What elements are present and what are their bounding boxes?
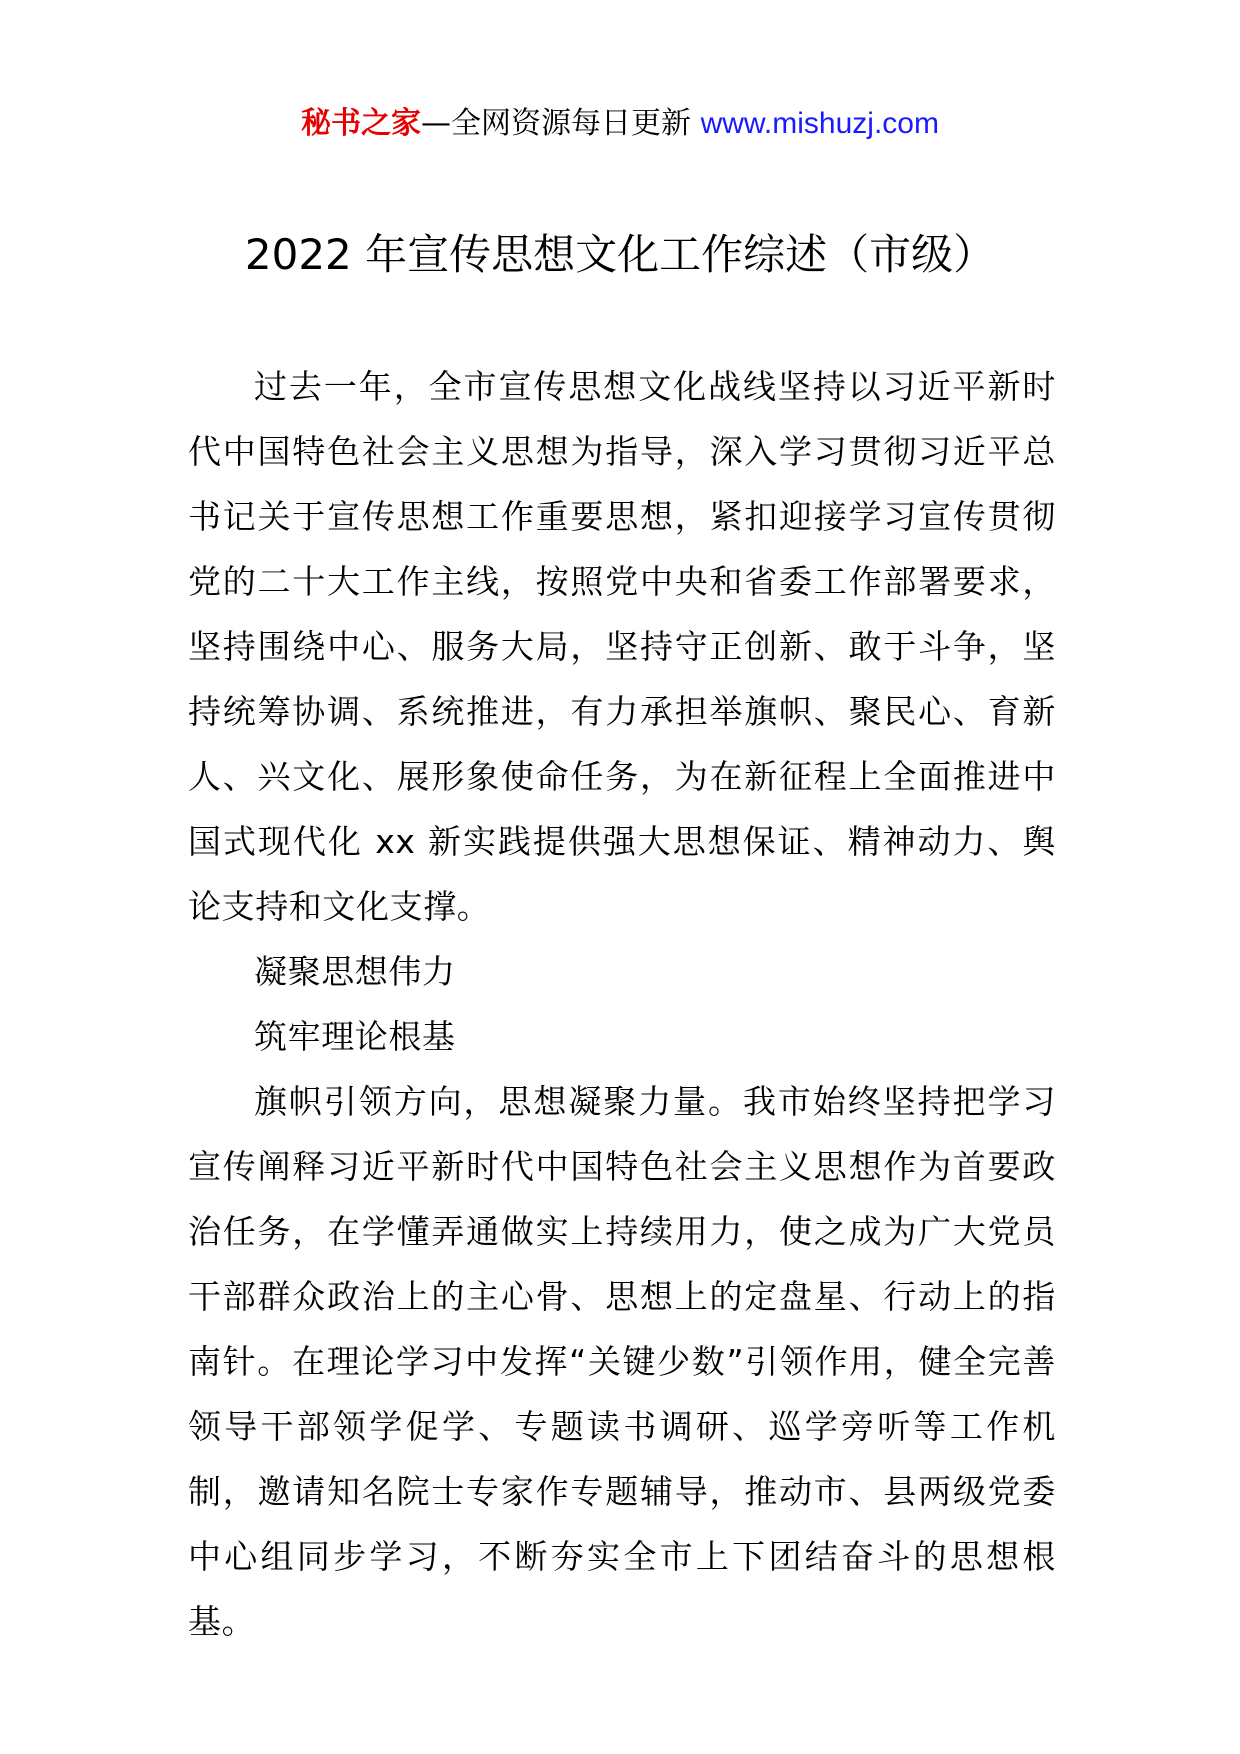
section-subheading: 筑牢理论根基 [254,1017,456,1056]
site-url-link[interactable]: www.mishuzj.com [700,107,939,140]
site-header [0,100,1240,148]
document-body [188,354,1056,1654]
paragraph-intro: 过去一年，全市宣传思想文化战线坚持以习近平新时代中国特色社会主义思想为指导，深入学习贯彻习近平总书记关于宣传思想工作重要思想，紧扣迎接学习宣传贯彻党的二十大工作主线，按照党中央和省委工作部署要求，坚持围绕中心、服务大局，坚持守正创新、敢于斗争，坚持统筹协调、系统推进，有力承担举旗帜、聚民心、育新人、兴文化、展形象使命任务，为在新征程上全面推进中国式现代化 xx 新实践提供强大思想保证、精神动力、舆论支持和文化支撑。 [188,367,1056,926]
paragraph-theory: 旗帜引领方向，思想凝聚力量。我市始终坚持把学习宣传阐释习近平新时代中国特色社会主义思想作为首要政治任务，在学懂弄通做实上持续用力，使之成为广大党员干部群众政治上的主心骨、思想上的定盘星、行动上的指南针。在理论学习中发挥“关键少数”引领作用，健全完善领导干部领学促学、专题读书调研、巡学旁听等工作机制，邀请知名院士专家作专题辅导，推动市、县两级党委中心组同步学习，不断夯实全市上下团结奋斗的思想根基。 [188,1082,1056,1641]
site-brand: 秘书之家 [301,106,422,141]
document-title: 2022 年宣传思想文化工作综述（市级） [244,230,996,279]
site-tagline: —全网资源每日更新 [421,106,701,141]
section-heading: 凝聚思想伟力 [254,952,456,991]
